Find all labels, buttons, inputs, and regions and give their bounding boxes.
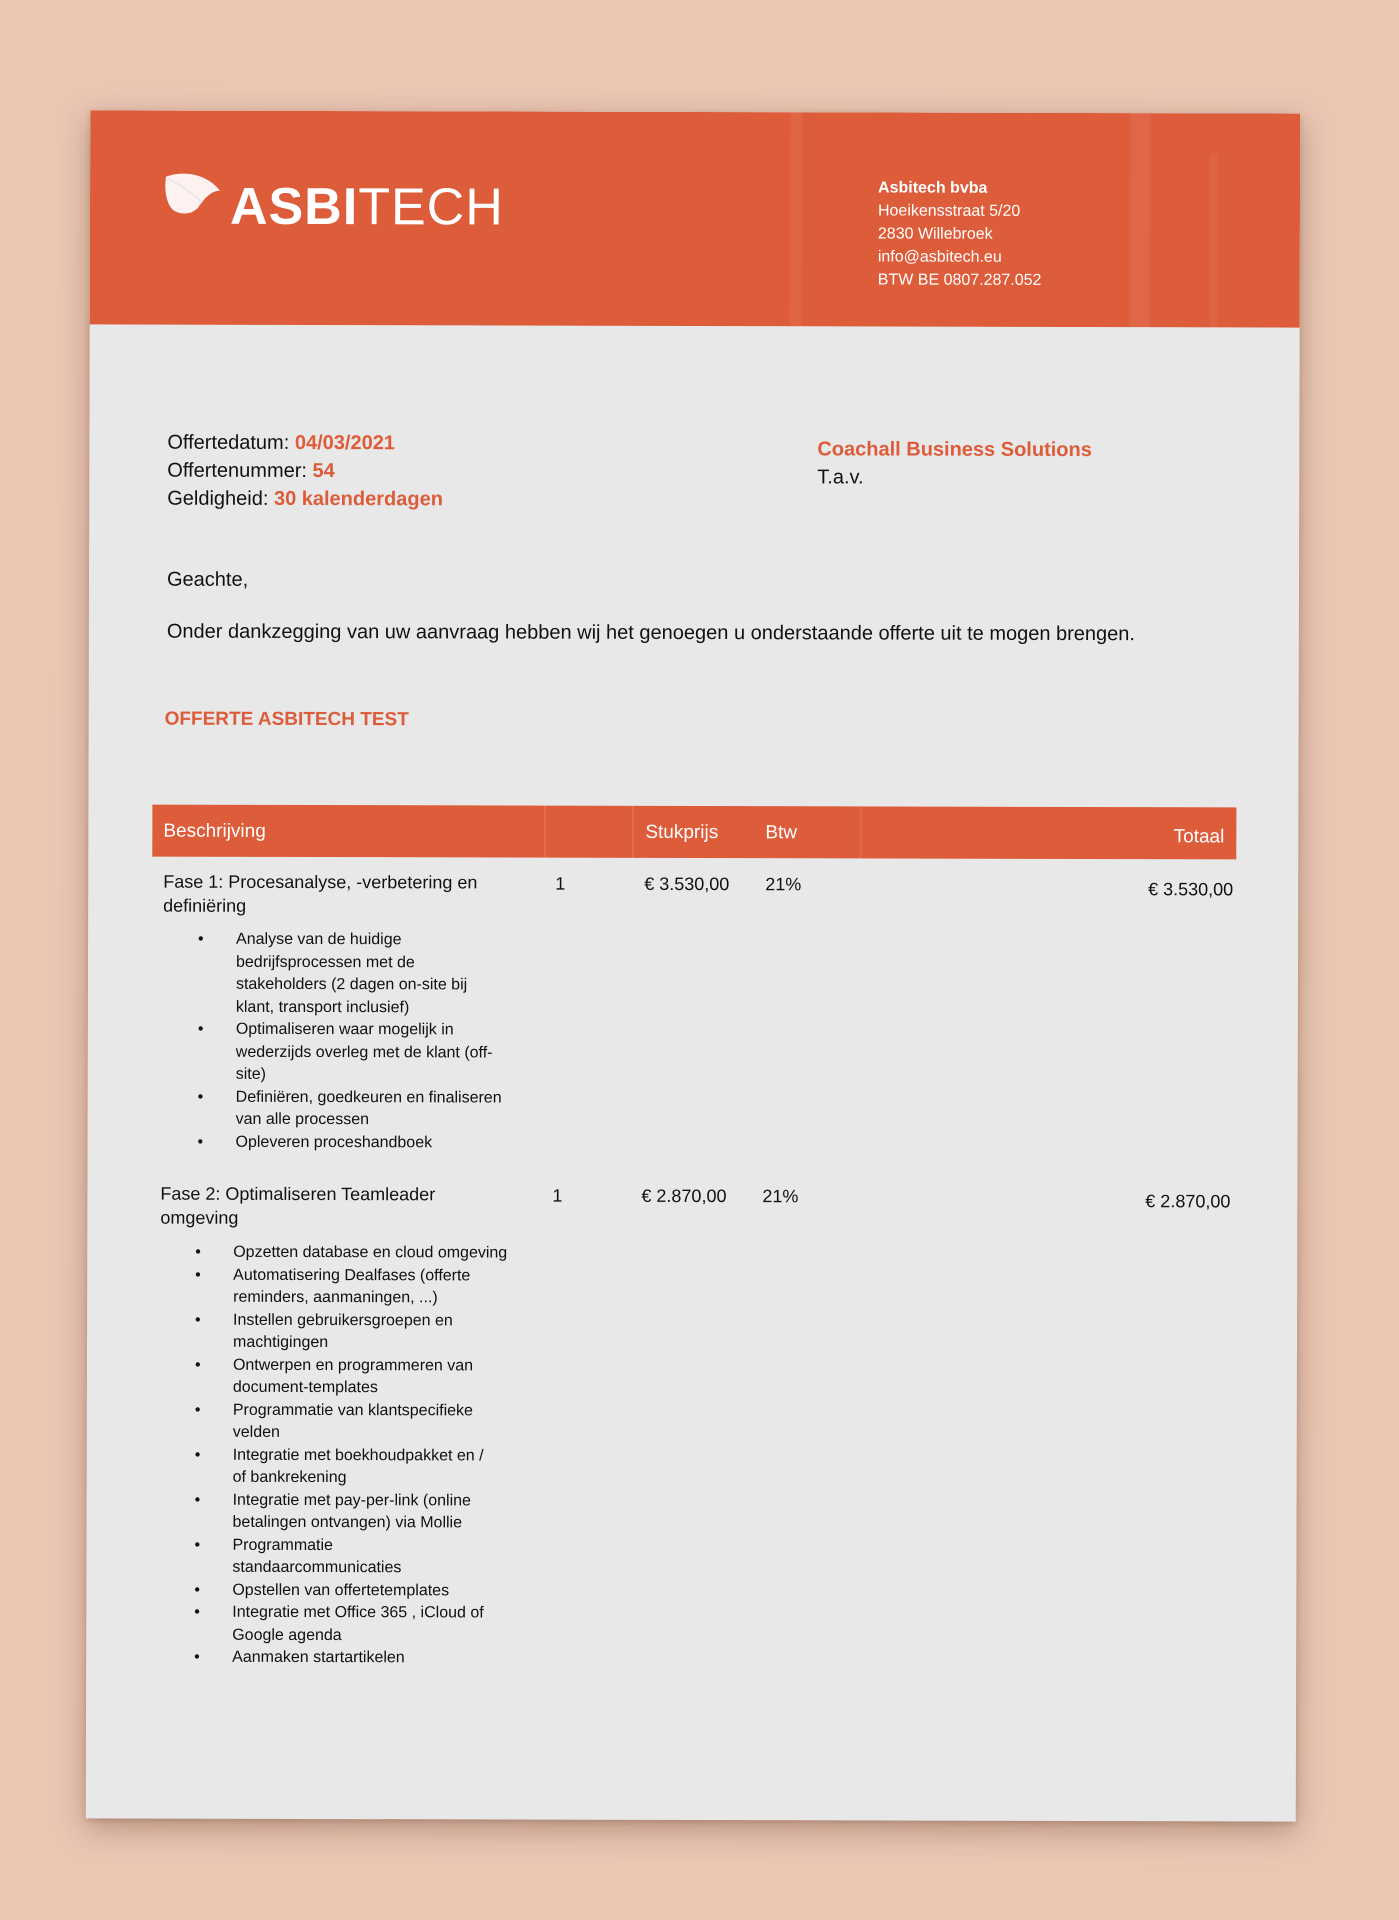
- row-1-title: Fase 1: Procesanalyse, -verbetering en definiëring: [163, 871, 478, 916]
- quote-meta: [167, 429, 443, 514]
- company-city: 2830 Willebroek: [877, 225, 993, 243]
- list-item: • Ontwerpen en programmeren van document-templates: [233, 1354, 563, 1400]
- list-item: • Integratie met pay-per-link (online betalingen ontvangen) via Mollie: [233, 1489, 563, 1535]
- list-item: • Optimaliseren waar mogelijk in wederzijds overleg met de klant (off- site): [236, 1019, 566, 1087]
- list-item: • Aanmaken startartikelen: [232, 1647, 562, 1670]
- list-item: • Opleveren proceshandboek: [236, 1131, 566, 1154]
- list-item: • Programmatie van klantspecifieke velden: [233, 1399, 563, 1445]
- table-header: [152, 805, 1236, 860]
- company-address: [878, 176, 1042, 291]
- client-block: [817, 435, 1092, 492]
- quote-validity: Geldigheid: 30 kalenderdagen: [167, 487, 443, 511]
- header-vat: Btw: [765, 822, 798, 844]
- row-1-qty: 1: [555, 873, 566, 894]
- client-name: Coachall Business Solutions: [817, 438, 1092, 462]
- intro-text: Onder dankzegging van uw aanvraag hebben wij het genoegen u onderstaande offerte uit te mogen brengen.: [166, 620, 1136, 646]
- row-1-total: € 3.530,00: [1148, 879, 1234, 900]
- list-item: • Integratie met boekhoudpakket en / of bankrekening: [233, 1444, 563, 1490]
- client-attention: T.a.v.: [817, 466, 864, 489]
- list-item: • Automatisering Dealfases (offerte reminders, aanmaningen, ...): [233, 1264, 563, 1310]
- row-2-title: Fase 2: Optimaliseren Teamleader omgeving: [160, 1183, 436, 1228]
- row-1-bullets: [236, 929, 567, 1155]
- list-item: • Definiëren, goedkeuren en finaliseren van alle processen: [236, 1086, 566, 1132]
- header-banner: [90, 110, 1301, 327]
- list-item: • Programmatie standaarcommunicaties: [232, 1534, 562, 1580]
- company-name: Asbitech bvba: [878, 179, 988, 197]
- list-item: • Opzetten database en cloud omgeving: [233, 1242, 563, 1265]
- list-item: • Integratie met Office 365 , iCloud of Google agenda: [232, 1602, 562, 1648]
- leaf-logo-icon: [162, 169, 226, 221]
- list-item: • Analyse van de huidige bedrijfsprocessen met de stakeholders (2 dagen on-site bij klant, transport inclusief): [236, 929, 566, 1020]
- row-1-vat: 21%: [765, 874, 802, 895]
- row-2-bullets: [232, 1242, 563, 1670]
- row-2-total: € 2.870,00: [1145, 1191, 1231, 1212]
- row-2-qty: 1: [552, 1185, 563, 1206]
- quote-number: Offertenummer: 54: [167, 459, 335, 483]
- row-2-unit-price: € 2.870,00: [641, 1185, 727, 1207]
- company-vat-number: BTW BE 0807.287.052: [877, 271, 1042, 289]
- offer-title: OFFERTE ASBITECH TEST: [164, 708, 409, 731]
- header-unit-price: Stukprijs: [645, 821, 719, 844]
- list-item: • Opstellen van offertetemplates: [232, 1579, 562, 1602]
- greeting: Geachte,: [166, 568, 249, 591]
- row-2-vat: 21%: [762, 1186, 799, 1207]
- quote-document: [86, 110, 1300, 1821]
- company-logo-text: ASBITECH: [229, 177, 504, 237]
- row-1-unit-price: € 3.530,00: [644, 873, 730, 895]
- list-item: • Instellen gebruikersgroepen en machtigingen: [233, 1309, 563, 1355]
- company-street: Hoeikensstraat 5/20: [877, 202, 1021, 220]
- quote-date: Offertedatum: 04/03/2021: [167, 431, 395, 455]
- header-total: Totaal: [1173, 826, 1225, 848]
- header-description: Beschrijving: [163, 820, 266, 842]
- company-email: info@asbitech.eu: [877, 248, 1002, 266]
